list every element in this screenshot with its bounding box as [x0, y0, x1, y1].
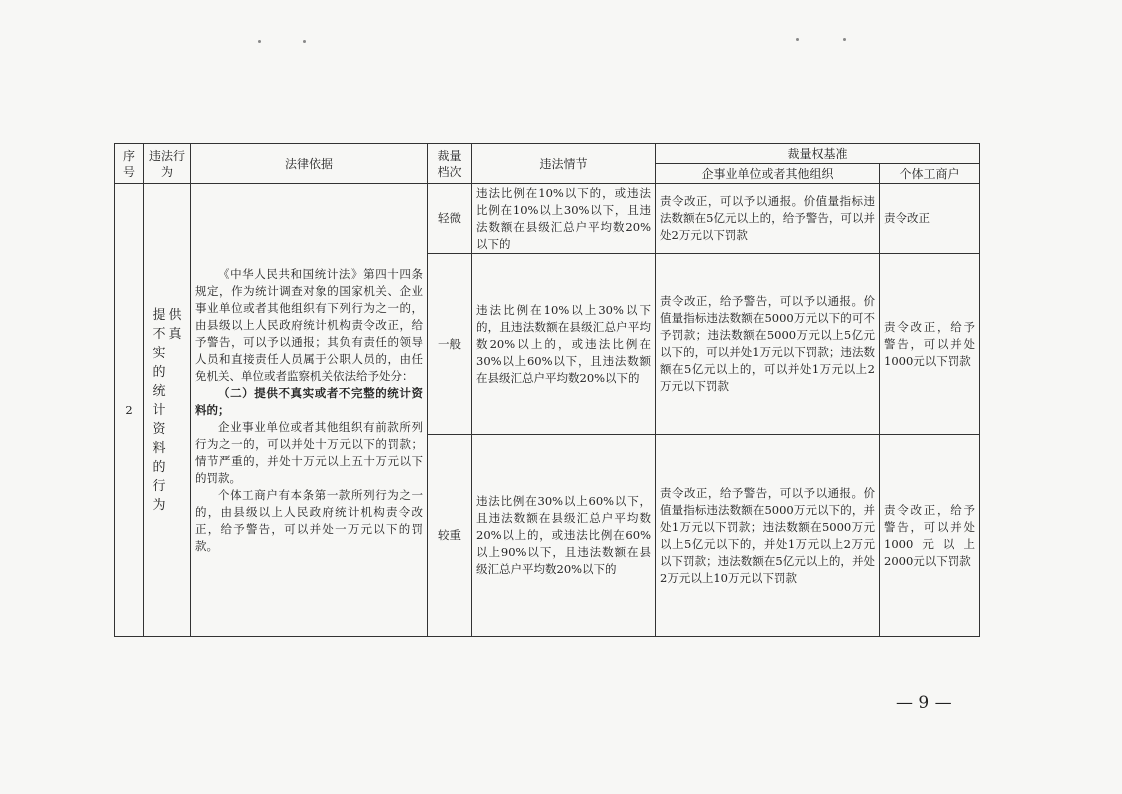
legal-paragraph: 个体工商户有本条第一款所列行为之一的，由县级以上人民政府统计机构责令改正，给予警告，可以并处一万元以下的罚款。 — [195, 487, 423, 553]
header-individual: 个体工商户 — [880, 164, 980, 184]
vertical-char: 不 — [152, 326, 166, 342]
vertical-char: 料 — [152, 440, 166, 456]
legal-paragraph: 企业事业单位或者其他组织有前款所列行为之一的，可以并处十万元以下的罚款；情节严重的，并处十万元以上五十万元以下的罚款。 — [195, 419, 423, 485]
vertical-char: 计 — [152, 402, 166, 418]
header-seq: 序号 — [115, 144, 144, 184]
vertical-column — [152, 306, 165, 515]
discretion-table — [114, 143, 980, 637]
level-cell: 较重 — [428, 435, 472, 637]
vertical-char: 供 — [168, 307, 182, 323]
enterprise-benchmark-cell: 责令改正，给予警告，可以予以通报。价值量指标违法数额在5000万元以下的，并处1万元以下罚款；违法数额在5000万元以上5亿元以下的，并处1万元以上2万元以下罚款；违法数额在5亿元以上的，并处2万元以上10万元以下罚款 — [656, 435, 880, 637]
vertical-char: 统 — [152, 383, 166, 399]
vertical-column — [169, 306, 182, 515]
scan-mark — [796, 38, 799, 41]
header-legal-basis: 法律依据 — [191, 144, 428, 184]
scan-mark — [843, 38, 846, 41]
vertical-char: 真 — [168, 326, 182, 342]
header-enterprise: 企事业单位或者其他组织 — [656, 164, 880, 184]
header-situation: 违法情节 — [472, 144, 656, 184]
situation-cell: 违法比例在30%以上60%以下，且违法数额在县级汇总户平均数20%以上的，或违法比例在60%以上90%以下，且违法数额在县级汇总户平均数20%以下的 — [472, 435, 656, 637]
individual-benchmark-cell: 责令改正 — [880, 184, 980, 254]
level-cell: 一般 — [428, 254, 472, 435]
vertical-char: 为 — [152, 497, 166, 513]
vertical-char: 实 — [152, 345, 166, 361]
row-violation-type — [144, 184, 191, 637]
legal-paragraph-bold: （二）提供不真实或者不完整的统计资料的； — [195, 385, 423, 417]
header-benchmark: 裁量权基准 — [656, 144, 980, 164]
vertical-char: 的 — [152, 459, 166, 475]
table-row — [115, 184, 980, 254]
row-legal-basis — [191, 184, 428, 637]
situation-cell: 违法比例在10%以下的，或违法比例在10%以上30%以下，且违法数额在县级汇总户平均数20%以下的 — [472, 184, 656, 254]
page-number: — 9 — — [896, 693, 952, 713]
row-seq: 2 — [115, 184, 144, 637]
vertical-char: 的 — [152, 364, 166, 380]
vertical-char: 资 — [152, 421, 166, 437]
vertical-char: 提 — [152, 307, 166, 323]
vertical-text — [148, 306, 186, 515]
enterprise-benchmark-cell: 责令改正，给予警告，可以予以通报。价值量指标违法数额在5000万元以下的可不予罚款；违法数额在5000万元以上5亿元以下的，可以并处1万元以下罚款；违法数额在5亿元以上的，可以并处1万元以上2万元以下罚款 — [656, 254, 880, 435]
level-cell: 轻微 — [428, 184, 472, 254]
header-violation-type: 违法行为 — [144, 144, 191, 184]
vertical-char: 行 — [152, 478, 166, 494]
scan-mark — [303, 40, 306, 43]
situation-cell: 违法比例在10%以上30%以下的，且违法数额在县级汇总户平均数20%以上的，或违法比例在30%以上60%以下，且违法数额在县级汇总户平均数20%以下的 — [472, 254, 656, 435]
individual-benchmark-cell: 责令改正，给予警告，可以并处1000元以下罚款 — [880, 254, 980, 435]
enterprise-benchmark-cell: 责令改正，可以予以通报。价值量指标违法数额在5亿元以上的，给予警告，可以并处2万元以下罚款 — [656, 184, 880, 254]
header-level: 裁量档次 — [428, 144, 472, 184]
individual-benchmark-cell: 责令改正，给予警告，可以并处1000元以上2000元以下罚款 — [880, 435, 980, 637]
legal-paragraph: 《中华人民共和国统计法》第四十四条规定，作为统计调查对象的国家机关、企业事业单位或者其他组织有下列行为之一的，由县级以上人民政府统计机构责令改正，给予警告，可以予以通报；其负有责任的领导人员和直接责任人员属于公职人员的，由任免机关、单位或者监察机关依法给予处分： — [195, 266, 423, 383]
scan-mark — [258, 40, 261, 43]
